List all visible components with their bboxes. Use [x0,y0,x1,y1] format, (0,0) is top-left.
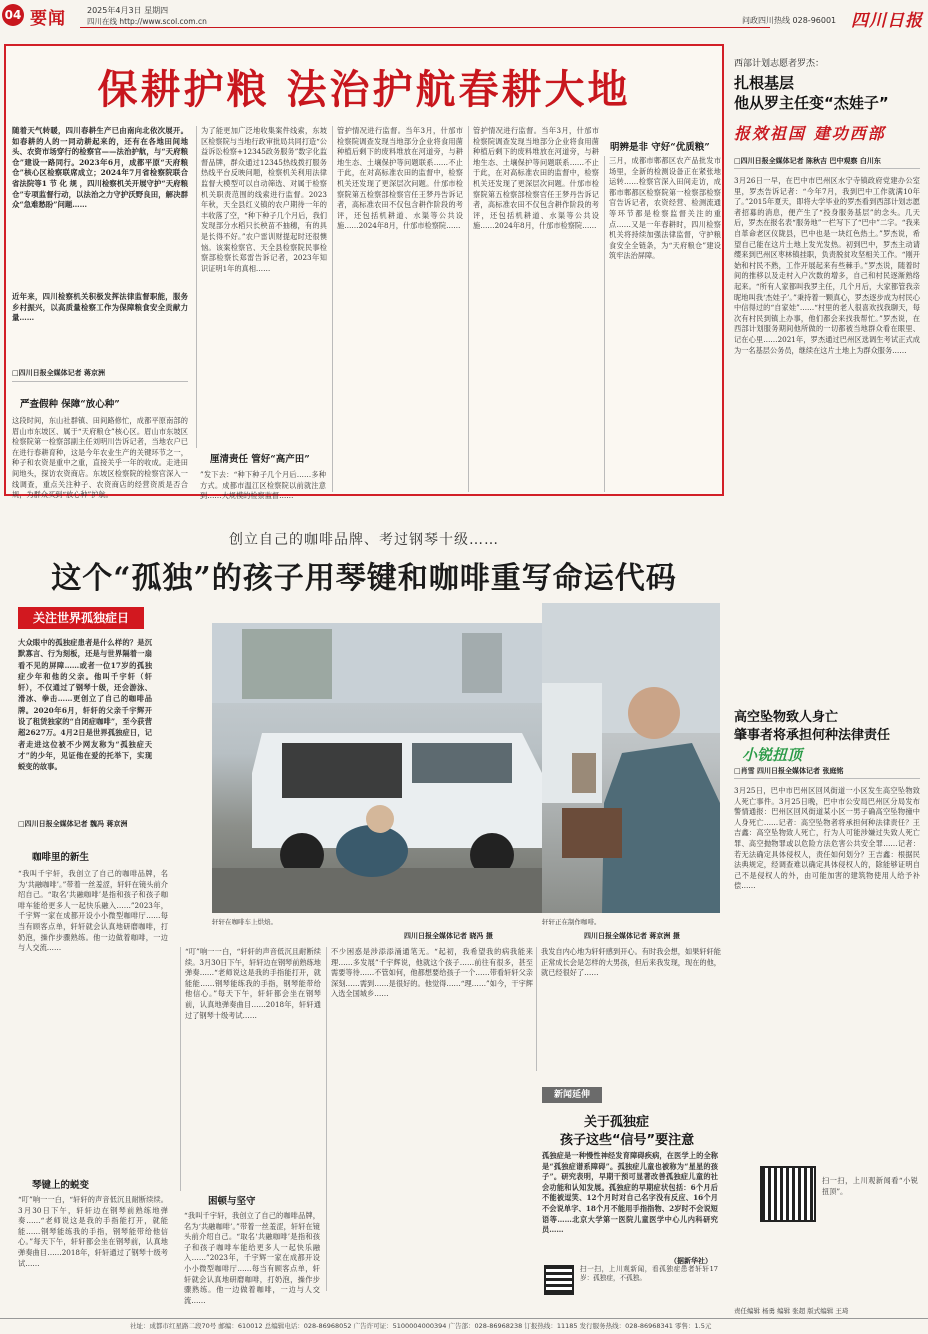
masthead-rule [80,27,770,28]
bottom-lead: 大众眼中的孤独症患者是什么样的？是沉默寡言、行为刻板，还是与世界隔着一扇看不见的屏障……或者一位17岁的孤独症少年和他的父亲。他叫千宇轩（轩轩），不仅通过了钢琴十级，还会游泳、滑冰、拳击……更创立了自己的咖啡品牌。2020年6月，轩轩的父亲千宇辉开设了租赁独家的“自闭症咖啡”，至今获营超2627万。4月2日是世界孤独症日，记者走进这位被不少网友称为“孤独症天才”的少年，见证他在爱的托举下，实现蜕变的故事。 [18,638,152,772]
top-story-frame [4,44,724,501]
top-lead: 随着天气转暖，四川春耕生产已由南向北依次展开。如春耕的人的一同动耕起来的，还有在各地田间地头、农资市场穿行的检察官——法治护航，与“天府粮仓”建设一路同行。2023年6月，成都平原“天府粮仓”核心区检察联席成立；2024年7月省检察院联合省法院等1 节 化 规 ，四川检察机关开展守护“天府粮仓”专项监督行动，以法治之力守护沃野良田，解决群众“急难愁盼”问题…… [12,126,188,210]
ext-title-2: 孩子这些“信号”要注意 [560,1133,695,1148]
sidebar [730,44,924,1294]
bottom-sub-2: 琴键上的蜕变 [32,1180,90,1191]
ext-source: （据新华社） [670,1257,712,1265]
sidebar-logo: 小锐扭顶 [742,746,803,764]
top-col-5: 三月，成都市郫都区农产品批发市场里，全新的检测设备正在紧张地运转……检察官深入田间走访，成都市郫都区检察院第一检察部检察官告诉记者，农资经营、检测流通等环节都是检察监督关注的重点……又是一年春耕时，四川检察机关将持续加强法律监督，守护粮食安全全链条，为“天府粮仓”建设筑牢法治屏障。 [604,156,721,492]
sidebar-qr-caption: 扫一扫，上川观新闻看“小锐扭顶”。 [822,1176,918,1196]
bottom-kicker: 创立自己的咖啡品牌、考过钢琴十级…… [229,532,499,548]
bottom-sub-1: 咖啡里的新生 [32,852,90,863]
sidebar-banner: 报效祖国 建功西部 [734,124,886,143]
ext-body: 孤独症是一种慢性神经发育障碍疾病，在医学上的全称是“孤独症谱系障碍”。孤独症儿童也被称为“星星的孩子”。研究表明，早期干预可显著改善孤独症儿童的社会功能和认知发展。孤独症的早期症状包括：6个月后不能被逗笑、12个月时对自己名字没有反应、16个月不会说单字、18个月不能用手指指物、2岁时不会说短语等……北京大学第一医院儿童医学中心儿内科研究员…… [542,1151,718,1235]
bottom-col-4: 我发自内心地为轩轩感到开心。有时我会想，如果轩轩能正常成长会是怎样的大男孩，但后来我发现，现在的他，就已经很好了…… [536,947,721,1071]
sidebar-title-1: 扎根基层 [734,74,795,92]
page-number-badge: 04 [2,4,24,26]
paper-logo: 四川日报 [851,11,923,31]
sidebar-qr-code [760,1166,816,1222]
bottom-byline: □四川日报全媒体记者 魏冯 蒋京洲 [18,819,128,828]
bottom-qr-caption: 扫一扫，上川观新闻，看孤独症患者轩轩17岁：孤独症，不孤独。 [580,1265,718,1283]
top-sub-2: 厘清责任 管好“高产田” [210,454,310,465]
coffee-van-photo [212,623,592,913]
top-col-2b: ”发下去：“种下种子几个月后……多种方式。成都市温江区检察院以前就注意到……大规模的检察监督…… [200,470,326,501]
top-lead-2: 近年来，四川检察机关积极发挥法律监督职能，服务乡村振兴，以高质量检察工作为保障粮食安全贡献力量…… [12,292,188,323]
bottom-qr-code [544,1265,574,1295]
barista-photo [542,603,720,913]
top-col-4: 管护情况进行监督。当年3月，什邡市检察院调查发现当地部分企业将食用菌种植后剩下的废料堆放在河道旁，与耕地生态、土壤保护等问题联系……不止于此，在对高标准农田的监督中，检察机关还发现了更深层次问题。什邡市检察院第五检察部检察官任王梦丹告诉记者，高标准农田不仅包含耕作阶段的考评，还包括机耕道、水渠等公共设施……2024年8月，什邡市检察院…… [468,126,599,492]
rule [12,381,188,382]
masthead [0,0,928,36]
sidebar-rule-2 [734,778,920,779]
photo-caption-1: 轩轩在咖啡车上烘焙。 [212,918,277,926]
news-extension-tag: 新闻延伸 [542,1087,602,1103]
bottom-story [4,505,724,1305]
tag-banner: 关注世界孤独症日 [18,607,144,629]
bottom-col-3: 不少困惑是涉添添涌通笔无。“起初，我希望我的病我能来理……多发展”千宇辉说，他就这个孩子……前往有很多，甚至需要等待……不管如何，他都想要给孩子一个……带看轩轩父亲深刻……需到……是很好的。他觉得……“理……”如今，干宇辉入选全国城乡…… [326,947,533,1291]
ext-title-1: 关于孤独症 [584,1115,650,1130]
bottom-col-1b: “叮”响一一白，“轩轩的声音低沉且耐断续续。3月30日下午，轩轩边在钢琴前熟练地弹奏……“老师说这是我的手指能打开，就能能……钢琴能练我的手指，钢琴能带给他信心。”每天下午，轩轩都会坐在钢琴前，认真地弹奏曲目……2018年，轩轩通过了钢琴十级考试…… [18,1195,168,1268]
photo-caption-2: 轩轩正在制作咖啡。 [542,918,601,926]
sidebar-body: 3月26日一早，在巴中市巴州区水宁寺镇政府党建办公室里，罗杰告诉记者：“今年7月，我到巴中工作就满10年了。”2015年夏天，即将大学毕业的罗杰看到西部计划志愿者招募的消息，便产生了“投身服务基层”的念头。几天后，罗杰在报名表“服务地”一栏写下了“巴中”二字。“我来自革命老区仪陇县，巴中也是一块红色热土。”罗杰说，希望自己能在这片土地上发光发热。初到巴中，罗杰主动请缨来到巴州区枣林镇挂职，负责脱贫攻坚相关工作。“刚开始和村民不熟，工作开展起来有些棘手。”罗杰说，随着时间的推移以及走村入户次数的增多，自己和村民逐渐熟络起来。“所有人家都叫我罗主任，几个月后，大家都管我亲昵地叫我‘杰娃子’。”秉持着一颗真心，罗杰逐步成为村民心中信得过的“自家娃”……“村里的老人很喜欢找我聊天，每次有村民到镇上办事，他们都会来找我帮忙。”罗杰说，在西部计划服务期间他所做的一切都被当地群众看在眼里、记在心里……2021年，罗杰通过巴州区选调生考试正式成为一名基层公务员，继续在这片土地上为群众服务…… [734,176,920,355]
top-byline: □四川日报全媒体记者 蒋京洲 [12,368,106,377]
sidebar-rule [734,168,920,169]
top-col-2: 为了能更加广泛地收集案件线索，东坡区检察院与当地行政审批局共同打造“公益诉讼检察+12345政务服务”数字化监督品牌，群众通过12345热线拨打服务热线平台反映问题，检察机关利用法律监督大模型可以自动筛选、对属于检察机关职责范围的线索进行监督。2023年秋，天全县红义镇的农户期待一年的丰收落了空，“种下种子几个月后，我们发现部分水稻只长秧苗不抽穗，有的具是长得不好。”农户雷训财提起时还很懊恼。该案检察官、天全县检察院民事检察部检察长郑雷告诉记者，2023年知识证明1年的真相…… [196,126,327,448]
sidebar-title-2: 他从罗主任变“杰娃子” [734,94,889,112]
bottom-col-2: “叮”响一一白，“轩轩的声音低沉且耐断续续。3月30日下午，轩轩边在钢琴前熟练地弹奏……“老师说这是我的手指能打开，就能能……钢琴能练我的手指，钢琴能带给他信心。”每天下午，轩轩都会坐在钢琴前，认真地弹奏曲目……2018年，轩轩通过了钢琴十级考试…… [180,947,321,1191]
issue-date: 2025年4月3日 星期四 [87,6,169,15]
sidebar-sub-kicker: 高空坠物致人身亡 [734,710,839,725]
footer-rule [0,1318,928,1319]
top-col-3: 管护情况进行监督。当年3月，什邡市检察院调查发现当地部分企业将食用菌种植后剩下的废料堆放在河道旁，与耕地生态、土壤保护等问题联系……不止于此，在对高标准农田的监督中，检察机关还发现了更深层次问题。什邡市检察院第五检察部检察官任王梦丹告诉记者，高标准农田不仅包含耕作阶段的考评，还包括机耕道、水渠等公共设施……2024年8月，什邡市检察院…… [332,126,463,492]
hotline: 问政四川热线 028-96001 [742,16,837,25]
photo-credit-2: 四川日报全媒体记者 蒋京洲 摄 [584,932,680,940]
bottom-sub-3: 困顿与坚守 [208,1196,256,1207]
editors-line: 责任编辑 杨勇 编辑 张超 版式编辑 王琦 [734,1307,849,1315]
sidebar-byline: □四川日报全媒体记者 陈秋吉 巴中观察 白川东 [734,156,881,165]
section-name: 要闻 [30,9,66,29]
sidebar-sub-title: 肇事者将承担何种法律责任 [734,728,891,743]
sidebar-kicker: 西部计划志愿者罗杰： [734,59,825,69]
site-url: 四川在线 http://www.scol.com.cn [87,17,207,26]
sidebar-byline-2: □肖雪 四川日报全媒体记者 张庭铭 [734,766,844,775]
top-sub-1: 严查假种 保障“放心种” [20,399,120,410]
bottom-title: 这个“孤独”的孩子用琴键和咖啡重写命运代码 [51,561,677,596]
bottom-col-2b: “我叫千宇轩，我创立了自己的咖啡品牌，名为‘共融咖啡’。”带着一丝羞涩，轩轩在镜头前介绍自己。“取名‘共融咖啡’是指和孩子和孩子咖啡车能给更多人一起快乐融入……”2023年，千宇辉一家在成都开设小小微型咖啡厅……每当有顾客点单，轩轩就会认真地研磨咖啡，打奶泡，操作步骤熟练。他一边做着咖啡，一边与人交流…… [184,1211,320,1305]
top-sub-3: 明辨是非 守好“优质粮” [610,142,710,153]
bottom-col-1: “我叫千宇轩，我创立了自己的咖啡品牌，名为‘共融咖啡’。”带着一丝羞涩，轩轩在镜头前介绍自己。“取名‘共融咖啡’是指和孩子和孩子咖啡车能给更多人一起快乐融入……”2023年，千宇辉一家在成都开设小小微型咖啡厅……每当有顾客点单，轩轩就会认真地研磨咖啡，打奶泡，操作步骤熟练。他一边做着咖啡，一边与人交流…… [18,869,168,953]
top-col-1: 这段时间，东山社群镇、田间路修忙，成都平原南部的眉山市东坡区、属于“天府粮仓”核心区。眉山市东坡区检察院第一检察部副主任刘明川告诉记者，当地农户已在进行春耕育种，这是今年农业生产的关键环节之一，种子和农资是重中之重，直接关乎一年的收成。走进田间地头，探访农资商店。东坡区检察院的检察官深入一线调查，重点关注种子、农资商店的经营资质是否合规，为群众买到“放心种”护航。 [12,416,188,500]
top-story-title: 保耕护粮 法治护航春耕大地 [97,66,631,113]
footer-info: 社址：成都市红星路二段70号 邮编：610012 总编辑电话：028-86968052 广告许可证：5100004000394 广告部：028-86968238 订报热线：11185 发行服务热线：028-86968341 零售：1.5元 [130,1322,712,1330]
photo-credit-1: 四川日报全媒体记者 晓冯 摄 [404,932,493,940]
sidebar-body-2: 3月25日，巴中市巴州区回风街道一小区发生高空坠物致人死亡事件。3月25日晚，巴中市公安局巴州区分局发布警情通报：巴州区回风街道某小区一男子确高空坠物撞中人身死亡……记者：高空坠物者将承担何种法律责任？王吉鑫：高空坠物致人死亡，行为人可能涉嫌过失致人死亡罪、高空抛物罪或以危险方法危害公共安全罪……记者：若无法确定具体侵权人，责任如何划分？王吉鑫：根据民法典规定，经调查难以确定具体侵权人的，除能够证明自己不是侵权人的外，由可能加害的建筑物使用人给予补偿…… [734,786,920,891]
